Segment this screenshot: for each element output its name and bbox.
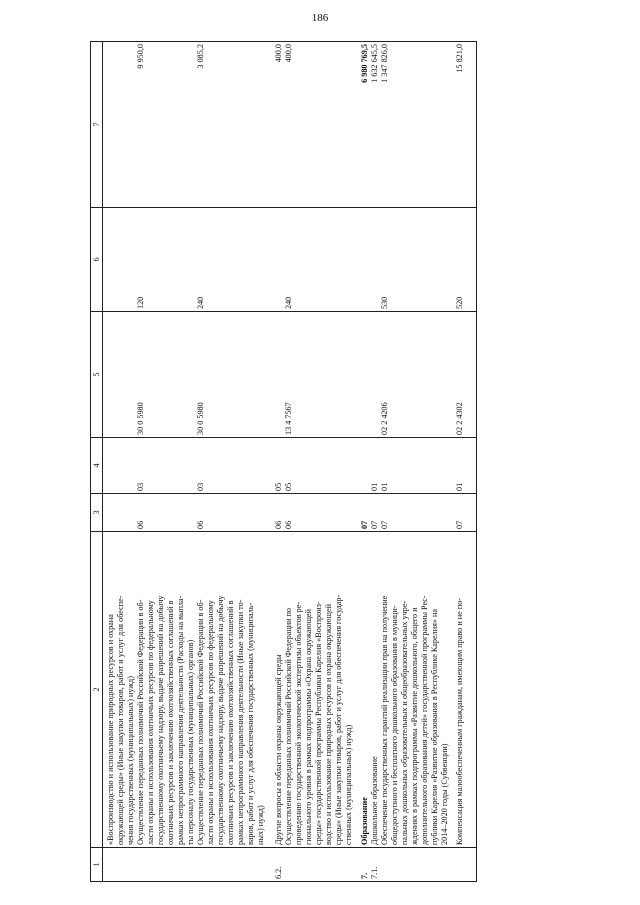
table-row: [450, 42, 477, 882]
cell-c3: 07 07: [354, 494, 380, 532]
row-name: Другие вопросы в области охраны окружающей среды Осуществление переданных полномочий Российской Федерации по проведению государственной экологической экспертизы объектов ре- гионального уровня в рамках подпрограммы «Охрана окружающей среды» государственной программы Республики Карелия «Воспроиз- водство и использование природных ресурсов и охрана окружающей среды» (Иные закупки товаров, работ и услуг для обеспечения государ- ственных (муниципальных) нужд): [266, 532, 354, 848]
cell-c4: 01: [380, 438, 450, 494]
col-header: 3: [91, 494, 103, 532]
cell-c5: 13 4 7567: [266, 312, 354, 438]
cell-amount: 1 347 826,0: [380, 42, 450, 208]
header-row: [91, 42, 103, 882]
cell-c4: 05 05: [266, 438, 354, 494]
cell-amount: 9 950,0: [136, 42, 196, 208]
row-code: [380, 848, 450, 882]
cell-c6: 120: [136, 208, 196, 312]
table-row: [103, 42, 137, 882]
table-row: [136, 42, 196, 882]
col-header: 4: [91, 438, 103, 494]
row-code: 7. 7.1.: [354, 848, 380, 882]
table-row: [354, 42, 380, 882]
col-header: 6: [91, 208, 103, 312]
cell-c4: 01: [354, 438, 380, 494]
cell-amount: 3 085,2: [196, 42, 266, 208]
cell-c3: 07: [380, 494, 450, 532]
cell-c5: 30 0 5980: [136, 312, 196, 438]
row-name: Обеспечение государственных гарантий реализации прав на получение общедоступного и бесплатного дошкольного образования в муници- пальных дошкольных образовательных и общеобразовательных учре- ждениях в рамках подпрограммы «Развитие дошкольного, общего и дополнительного образования детей» государственной программы Рес- публики Карелия «Развитие образования в Республике Карелия» на 2014–2020 годы (Субвенции): [380, 532, 450, 848]
row-code: [450, 848, 477, 882]
cell-c4: 03: [196, 438, 266, 494]
cell-amount: 6 980 769,5 1 632 645,5: [354, 42, 380, 208]
table-row: [266, 42, 354, 882]
cell-c3: 06: [196, 494, 266, 532]
cell-c4: 01: [450, 438, 477, 494]
row-code: [103, 848, 137, 882]
cell-c4: 03: [136, 438, 196, 494]
cell-c6: 520: [450, 208, 477, 312]
table-row: [196, 42, 266, 882]
col-header: 5: [91, 312, 103, 438]
col-header: 2: [91, 532, 103, 848]
cell-c3: 06: [136, 494, 196, 532]
row-name: Компенсация малообеспеченным гражданам, имеющим право и не по-: [450, 532, 477, 848]
cell-c3: 06 06: [266, 494, 354, 532]
budget-table: [90, 41, 477, 882]
cell-c6: 240: [196, 208, 266, 312]
cell-c6: 240: [266, 208, 354, 312]
cell-c5: 02 2 4206: [380, 312, 450, 438]
row-code: [196, 848, 266, 882]
col-header: 1: [91, 848, 103, 882]
cell-c3: 07: [450, 494, 477, 532]
row-name: «Воспроизводство и использование природных ресурсов и охрана окружающей среды» (Иные закупки товаров, работ и услуг для обеспе- чения государственных (муниципальных) нужд): [103, 532, 137, 848]
cell-amount: 400,0 400,0: [266, 42, 354, 208]
row-name: Осуществление переданных полномочий Российской Федерации в об- ласти охраны и использования охотничьих ресурсов по федеральному государственному охотничьему надзору, выдаче разрешений на добычу охотничьих ресурсов и заключению охотхозяйственных соглашений в рамках непрограммного направления деятельности (Иные закупки то- варов, работ и услуг для обеспечения государственных (муниципаль- ных) нужд): [196, 532, 266, 848]
cell-c6: 530: [380, 208, 450, 312]
cell-c5: 30 0 5980: [196, 312, 266, 438]
cell-c5: 02 2 4302: [450, 312, 477, 438]
row-code: 6.2.: [266, 848, 354, 882]
cell-amount: 15 821,0: [450, 42, 477, 208]
row-code: [136, 848, 196, 882]
row-name: Осуществление переданных полномочий Российской Федерации в об- ласти охраны и использования охотничьих ресурсов по федеральному государственному охотничьему надзору, выдаче разрешений на добычу охотничьих ресурсов и заключению охотхозяйственных соглашений в рамках непрограммного направления деятельности (Расходы на выпла- ты персоналу государственных (муниципальных) органов): [136, 532, 196, 848]
budget-table-rotated: [90, 42, 570, 882]
row-name: Образование Дошкольное образование: [354, 532, 380, 848]
col-header: 7: [91, 42, 103, 208]
table-row: [380, 42, 450, 882]
page-number: 186: [311, 12, 329, 24]
